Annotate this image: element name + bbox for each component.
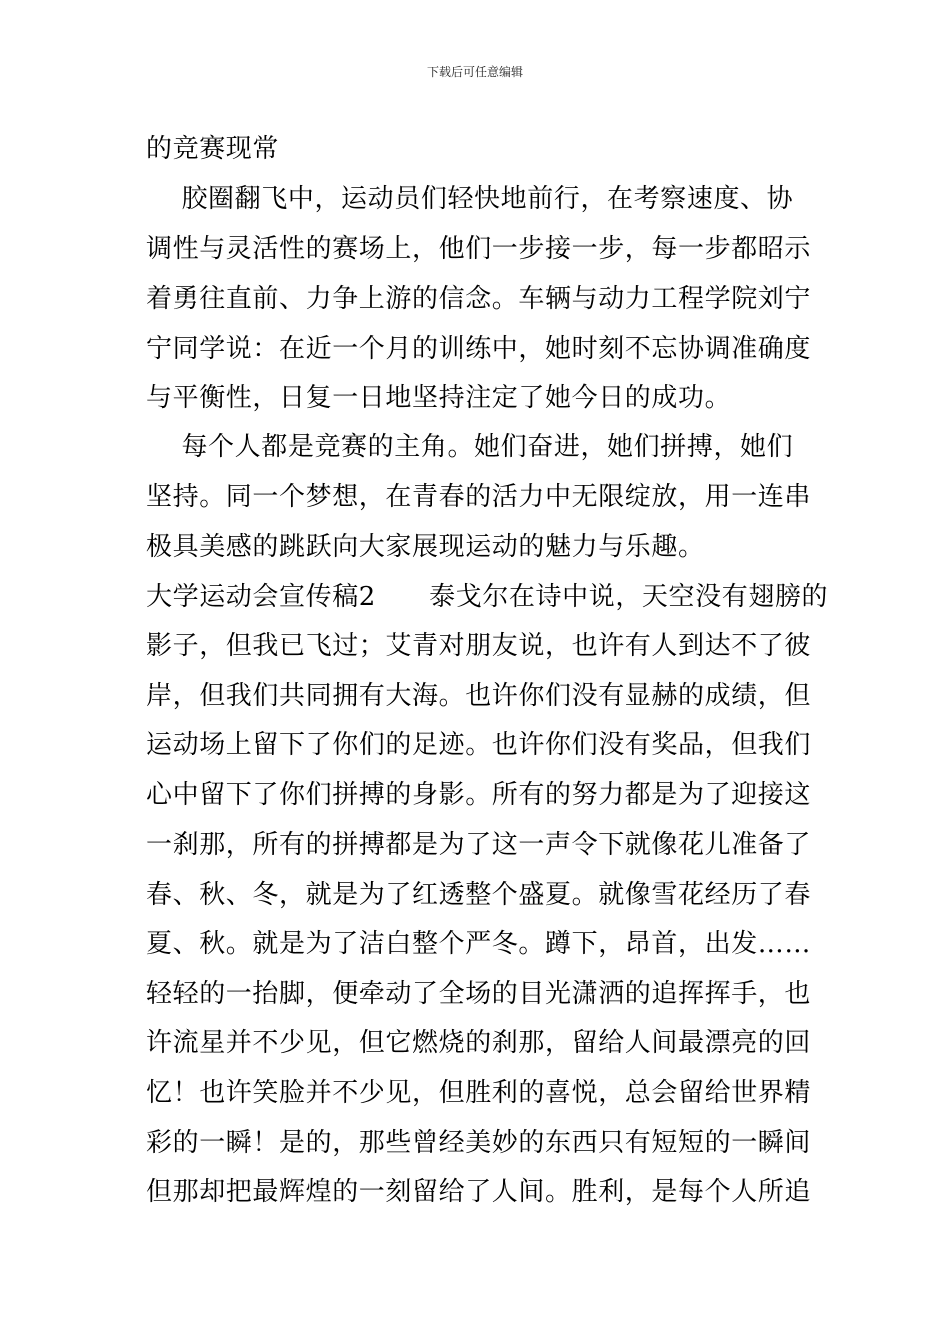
text-line: 影子，但我已飞过；艾青对朋友说，也许有人到达不了彼 — [146, 631, 812, 661]
text-line: 大学运动会宣传稿2 泰戈尔在诗中说，天空没有翅膀的 — [146, 582, 829, 612]
text-line: 心中留下了你们拼搏的身影。所有的努力都是为了迎接这 — [146, 780, 812, 810]
text-line: 轻轻的一抬脚，便牵动了全场的目光潇洒的追挥挥手，也 — [146, 979, 812, 1009]
text-line: 许流星并不少见，但它燃烧的刹那，留给人间最漂亮的回 — [146, 1028, 812, 1058]
text-line: 每个人都是竞赛的主角。她们奋进，她们拼搏，她们 — [146, 432, 794, 462]
text-line: 极具美感的跳跃向大家展现运动的魅力与乐趣。 — [146, 532, 705, 562]
text-line: 岸，但我们共同拥有大海。也许你们没有显赫的成绩，但 — [146, 681, 812, 711]
text-line: 忆！也许笑脸并不少见，但胜利的喜悦，总会留给世界精 — [146, 1078, 812, 1108]
text-line: 的竞赛现常 — [146, 134, 280, 164]
text-line: 一刹那，所有的拼搏都是为了这一声令下就像花儿准备了 — [146, 830, 812, 860]
text-line: 坚持。同一个梦想，在青春的活力中无限绽放，用一连串 — [146, 482, 812, 512]
text-line: 着勇往直前、力争上游的信念。车辆与动力工程学院刘宁 — [146, 284, 812, 314]
text-line: 彩的一瞬！是的，那些曾经美妙的东西只有短短的一瞬间 — [146, 1128, 812, 1158]
text-line: 春、秋、冬，就是为了红透整个盛夏。就像雪花经历了春 — [146, 880, 812, 910]
page-header: 下载后可任意编辑 — [426, 65, 523, 79]
text-line: 与平衡性，日复一日地坚持注定了她今日的成功。 — [146, 383, 732, 413]
text-line: 调性与灵活性的赛场上，他们一步接一步，每一步都昭示 — [146, 234, 812, 264]
text-line: 夏、秋。就是为了洁白整个严冬。蹲下，昂首，出发…… — [146, 929, 812, 959]
text-line: 胶圈翻飞中，运动员们轻快地前行，在考察速度、协 — [146, 184, 794, 214]
text-line: 运动场上留下了你们的足迹。也许你们没有奖品，但我们 — [146, 730, 812, 760]
text-line: 但那却把最辉煌的一刻留给了人间。胜利，是每个人所追 — [146, 1177, 812, 1207]
text-line: 宁同学说：在近一个月的训练中，她时刻不忘协调准确度 — [146, 334, 812, 364]
